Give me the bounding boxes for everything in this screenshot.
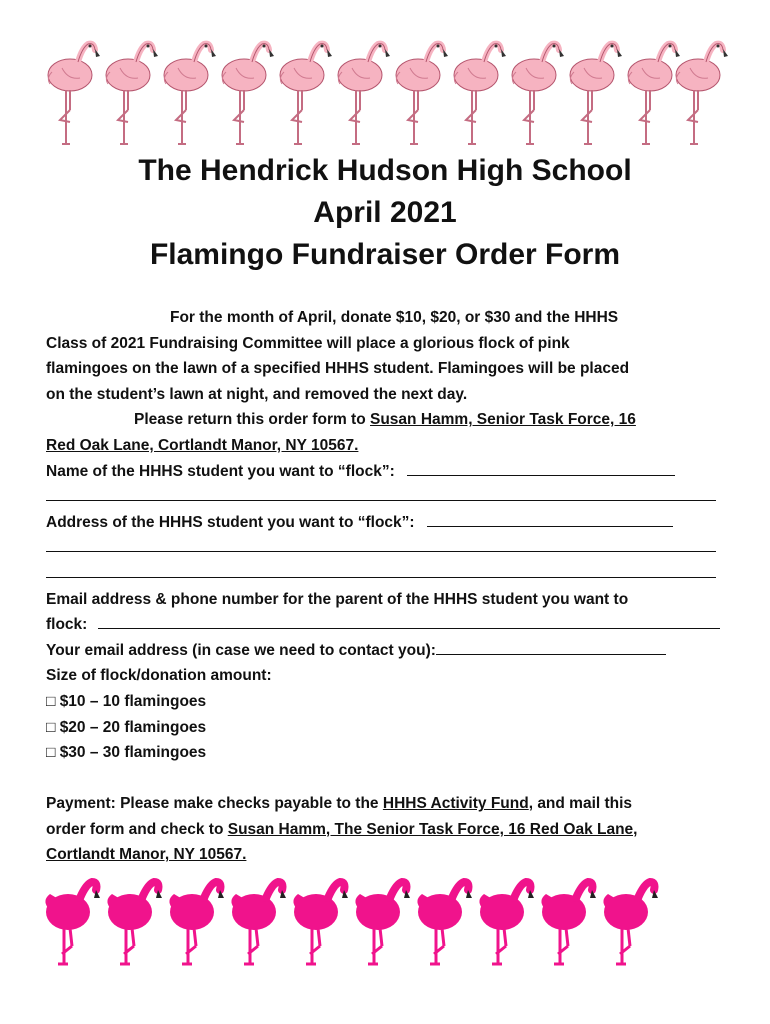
intro-line-2: Class of 2021 Fundraising Committee will place a glorious flock of pink — [46, 334, 570, 352]
student-address-row-3 — [46, 561, 726, 587]
student-address-input-line-2[interactable] — [46, 535, 716, 552]
return-address-part2: Red Oak Lane, Cortlandt Manor, NY 10567. — [46, 436, 359, 454]
student-address-row-2 — [46, 535, 726, 561]
payment-mail-address-part1: Susan Hamm, The Senior Task Force, 16 Red Oak Lane, — [227, 820, 638, 838]
parent-contact-row — [46, 612, 726, 638]
student-name-input[interactable] — [407, 459, 675, 476]
student-name-row — [46, 459, 726, 485]
payment-line-2-prefix: order form and check to — [46, 820, 228, 838]
return-instructions — [46, 407, 726, 433]
title-date: April 2021 — [313, 196, 457, 229]
flamingo-border-bottom — [40, 878, 680, 968]
form-title — [0, 150, 770, 276]
form-body — [46, 305, 726, 868]
option-30[interactable] — [46, 740, 726, 766]
student-address-row — [46, 510, 726, 536]
checkbox-icon[interactable]: □ — [46, 718, 56, 736]
student-name-label: Name of the HHHS student you want to “flock”: — [46, 462, 395, 480]
payment-prefix: Payment: Please make checks payable to the — [46, 795, 383, 813]
parent-contact-label-line-1: Email address & phone number for the parent of the HHHS student you want to — [46, 590, 629, 608]
parent-contact-input[interactable] — [98, 612, 720, 629]
student-name-row-2 — [46, 484, 726, 510]
size-label: Size of flock/donation amount: — [46, 667, 272, 685]
option-10[interactable] — [46, 689, 726, 715]
return-instructions-cont — [46, 433, 726, 459]
student-address-label: Address of the HHHS student you want to “flock”: — [46, 513, 415, 531]
title-form-name: Flamingo Fundraiser Order Form — [149, 238, 621, 271]
intro-line-3: flamingoes on the lawn of a specified HHHS student. Flamingoes will be placed — [46, 360, 630, 378]
student-address-input[interactable] — [427, 510, 673, 527]
student-name-input-line-2[interactable] — [46, 484, 716, 501]
checkbox-icon[interactable]: □ — [46, 744, 56, 762]
flamingo-border-top — [40, 40, 730, 150]
payment-middle: , and mail this — [528, 795, 633, 813]
payment-mail-address-part2: Cortlandt Manor, NY 10567. — [46, 846, 247, 864]
payment-line-3 — [46, 842, 726, 868]
student-address-input-line-3[interactable] — [46, 561, 716, 578]
your-email-row — [46, 638, 726, 664]
intro-line-1: For the month of April, donate $10, $20, or $30 and the HHHS — [170, 309, 619, 326]
option-20-label: $20 – 20 flamingoes — [59, 718, 207, 736]
option-10-label: $10 – 10 flamingoes — [59, 692, 207, 710]
payment-payee: HHHS Activity Fund — [382, 795, 529, 813]
intro-line-4: on the student’s lawn at night, and removed the next day. — [46, 385, 468, 403]
parent-contact-label-line-2: flock: — [46, 616, 88, 634]
checkbox-icon[interactable]: □ — [46, 692, 56, 710]
return-prefix: Please return this order form to — [134, 411, 370, 429]
title-school: The Hendrick Hudson High School — [138, 154, 632, 187]
option-30-label: $30 – 30 flamingoes — [59, 744, 207, 762]
your-email-label: Your email address (in case we need to contact you): — [46, 641, 436, 659]
return-address-part1: Susan Hamm, Senior Task Force, 16 — [370, 411, 636, 429]
payment-line-2 — [46, 817, 726, 843]
your-email-input[interactable] — [436, 638, 666, 655]
payment-line-1 — [46, 791, 726, 817]
option-20[interactable] — [46, 715, 726, 741]
